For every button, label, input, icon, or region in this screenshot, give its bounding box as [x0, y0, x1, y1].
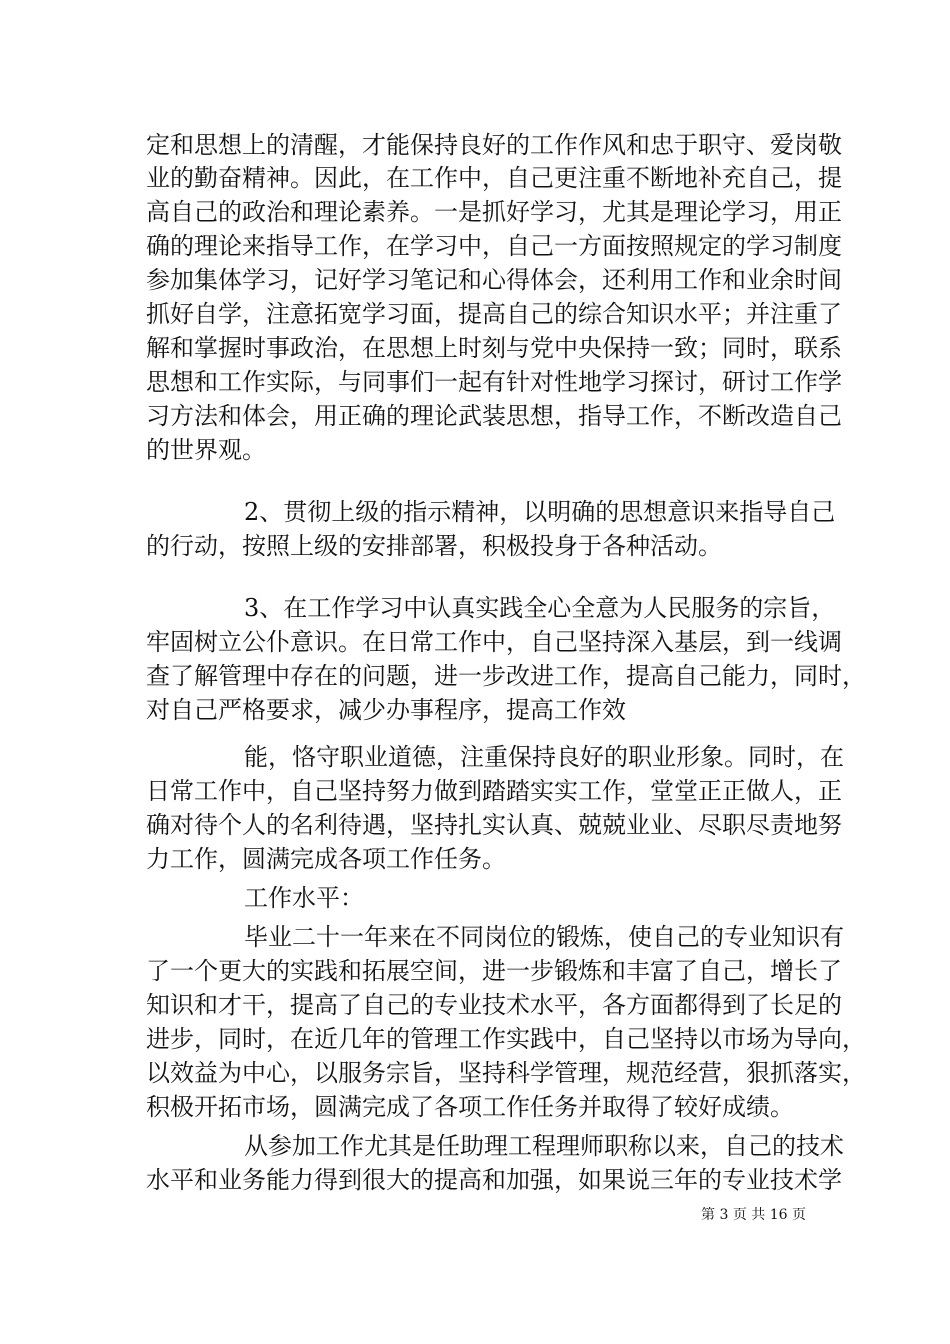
section-heading: 工作水平： — [244, 884, 364, 912]
text-line: 的世界观。 — [146, 436, 266, 464]
text-line: 查了解管理中存在的问题，进一步改进工作，提高自己能力，同时， — [146, 662, 866, 690]
text-line: 抓好自学，注意拓宽学习面，提高自己的综合知识水平；并注重了 — [146, 300, 842, 328]
text-line: 习方法和体会，用正确的理论武装思想，指导工作，不断改造自己 — [146, 402, 842, 430]
text-line: 积极开拓市场，圆满完成了各项工作任务并取得了较好成绩。 — [146, 1093, 794, 1121]
text-line: 高自己的政治和理论素养。一是抓好学习，尤其是理论学习，用正 — [146, 198, 842, 226]
text-line: 参加集体学习，记好学习笔记和心得体会，还利用工作和业余时间 — [146, 266, 842, 294]
text-line: 定和思想上的清醒，才能保持良好的工作作风和忠于职守、爱岗敬 — [146, 131, 842, 159]
text-line: 以效益为中心，以服务宗旨，坚持科学管理，规范经营，狠抓落实， — [146, 1059, 866, 1087]
text-line: 力工作，圆满完成各项工作任务。 — [146, 845, 506, 873]
page-number: 第 3 页 共 16 页 — [701, 1207, 806, 1223]
text-line: 确对待个人的名利待遇，坚持扎实认真、兢兢业业、尽职尽责地努 — [146, 811, 842, 839]
paragraph-first-line: 2、贯彻上级的指示精神，以明确的思想意识来指导自己 — [244, 498, 836, 526]
paragraph-first-line: 能，恪守职业道德，注重保持良好的职业形象。同时，在 — [244, 743, 844, 771]
text-line: 水平和业务能力得到很大的提高和加强，如果说三年的专业技术学 — [146, 1166, 842, 1194]
text-line: 了一个更大的实践和拓展空间，进一步锻炼和丰富了自己，增长了 — [146, 957, 842, 985]
paragraph-first-line: 毕业二十一年来在不同岗位的锻炼，使自己的专业知识有 — [244, 923, 844, 951]
text-line: 进步，同时，在近几年的管理工作实践中，自己坚持以市场为导向， — [146, 1025, 866, 1053]
text-line: 知识和才干，提高了自己的专业技术水平，各方面都得到了长足的 — [146, 991, 842, 1019]
text-line: 牢固树立公仆意识。在日常工作中，自己坚持深入基层，到一线调 — [146, 628, 842, 656]
text-line: 思想和工作实际，与同事们一起有针对性地学习探讨，研讨工作学 — [146, 368, 842, 396]
text-line: 对自己严格要求，减少办事程序，提高工作效 — [146, 696, 626, 724]
text-line: 的行动，按照上级的安排部署，积极投身于各种活动。 — [146, 532, 722, 560]
text-line: 确的理论来指导工作，在学习中，自己一方面按照规定的学习制度 — [146, 232, 842, 260]
paragraph-first-line: 从参加工作尤其是任助理工程理师职称以来，自己的技术 — [244, 1132, 844, 1160]
text-line: 业的勤奋精神。因此，在工作中，自己更注重不断地补充自己，提 — [146, 164, 842, 192]
paragraph-first-line: 3、在工作学习中认真实践全心全意为人民服务的宗旨， — [244, 594, 836, 622]
text-line: 日常工作中，自己坚持努力做到踏踏实实工作，堂堂正正做人，正 — [146, 777, 842, 805]
text-line: 解和掌握时事政治，在思想上时刻与党中央保持一致；同时，联系 — [146, 334, 842, 362]
